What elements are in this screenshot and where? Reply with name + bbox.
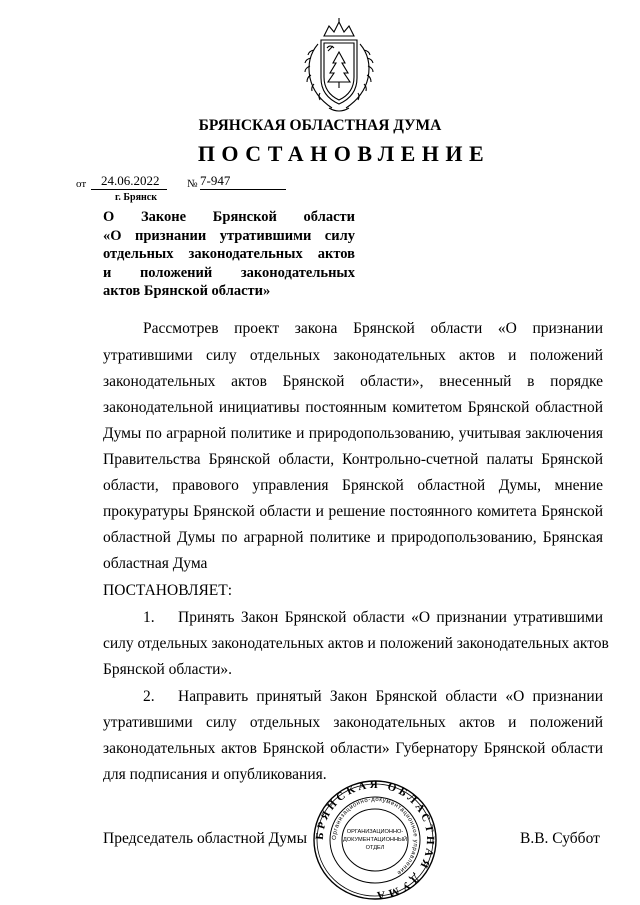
city: г. Брянск: [115, 192, 157, 203]
signatory-name: В.В. Суббот: [520, 830, 600, 847]
seal-center-line: ДОКУМЕНТАЦИОННЫЙ: [343, 837, 407, 843]
date-field: [91, 173, 167, 190]
seal-inner-text: Организационно-документационное управление: [331, 796, 419, 876]
body-line: Рассмотрев проект закона Брянской области «О признании: [143, 320, 603, 337]
body-line: силу отдельных законодательных актов и положений законодательных актов: [103, 635, 609, 652]
signatory-position: Председатель областной Думы: [103, 830, 308, 847]
body-line: утратившими силу отдельных законодательных актов и положений: [103, 347, 603, 364]
body-line: для подписания и опубликования.: [103, 766, 327, 783]
body-line: законодательной инициативы постоянным комитетом Брянской областной: [103, 399, 603, 416]
body-line: законодательных актов Брянской области» Губернатору Брянской области: [103, 740, 603, 757]
body-line: Думы по аграрной политике и природопользованию, учитывая заключения: [103, 425, 603, 442]
document-type-title: ПОСТАНОВЛЕНИЕ: [197, 141, 491, 166]
subject-line: и положений законодательных: [103, 264, 355, 281]
body-line: Брянской области».: [103, 661, 233, 678]
coat-of-arms-bryansk-icon: [294, 18, 384, 118]
item-number: 2.: [143, 688, 155, 705]
body-line: законодательных актов Брянской области», внесенный в порядке: [103, 373, 603, 390]
subject-line: отдельных законодательных актов: [103, 246, 355, 262]
item-number: 1.: [143, 609, 155, 626]
document-number: 7-947: [200, 173, 231, 188]
number-field: [200, 173, 286, 190]
document-subject: [103, 208, 355, 301]
subject-line: О Законе Брянской области: [103, 209, 355, 225]
subject-line: актов Брянской области»: [103, 283, 271, 299]
body-line: утратившими силу отдельных законодательных актов и положений: [103, 714, 603, 731]
body-line: Правительства Брянской области, Контрольно-счетной палаты Брянской: [103, 451, 603, 468]
body-line: области, правового управления Брянской областной Думы, мнение: [103, 477, 603, 494]
organization-name: БРЯНСКАЯ ОБЛАСТНАЯ ДУМА: [198, 117, 442, 134]
seal-center-line: ОРГАНИЗАЦИОННО-: [346, 829, 404, 835]
resolves-heading: ПОСТАНОВЛЯЕТ:: [103, 582, 233, 599]
number-prefix: №: [187, 178, 198, 190]
body-line: областной Думы по аграрной политике и природопользованию, Брянская: [103, 529, 603, 546]
seal-outer-text: БРЯНСКАЯ ОБЛАСТНАЯ ДУМА: [313, 779, 437, 901]
body-line: областная Дума: [103, 555, 208, 572]
seal-center-line: ОТДЕЛ: [365, 845, 385, 851]
body-line: Направить принятый Закон Брянской области «О признании: [178, 688, 603, 705]
date-prefix: от: [76, 178, 87, 190]
subject-line: «О признании утратившими силу: [103, 227, 355, 244]
official-seal: [311, 779, 439, 901]
document-date: 24.06.2022: [101, 173, 160, 188]
body-line: Принять Закон Брянской области «О признании утратившими: [178, 609, 603, 626]
body-line: прокуратуры Брянской области и решение постоянного комитета Брянской: [103, 503, 603, 520]
